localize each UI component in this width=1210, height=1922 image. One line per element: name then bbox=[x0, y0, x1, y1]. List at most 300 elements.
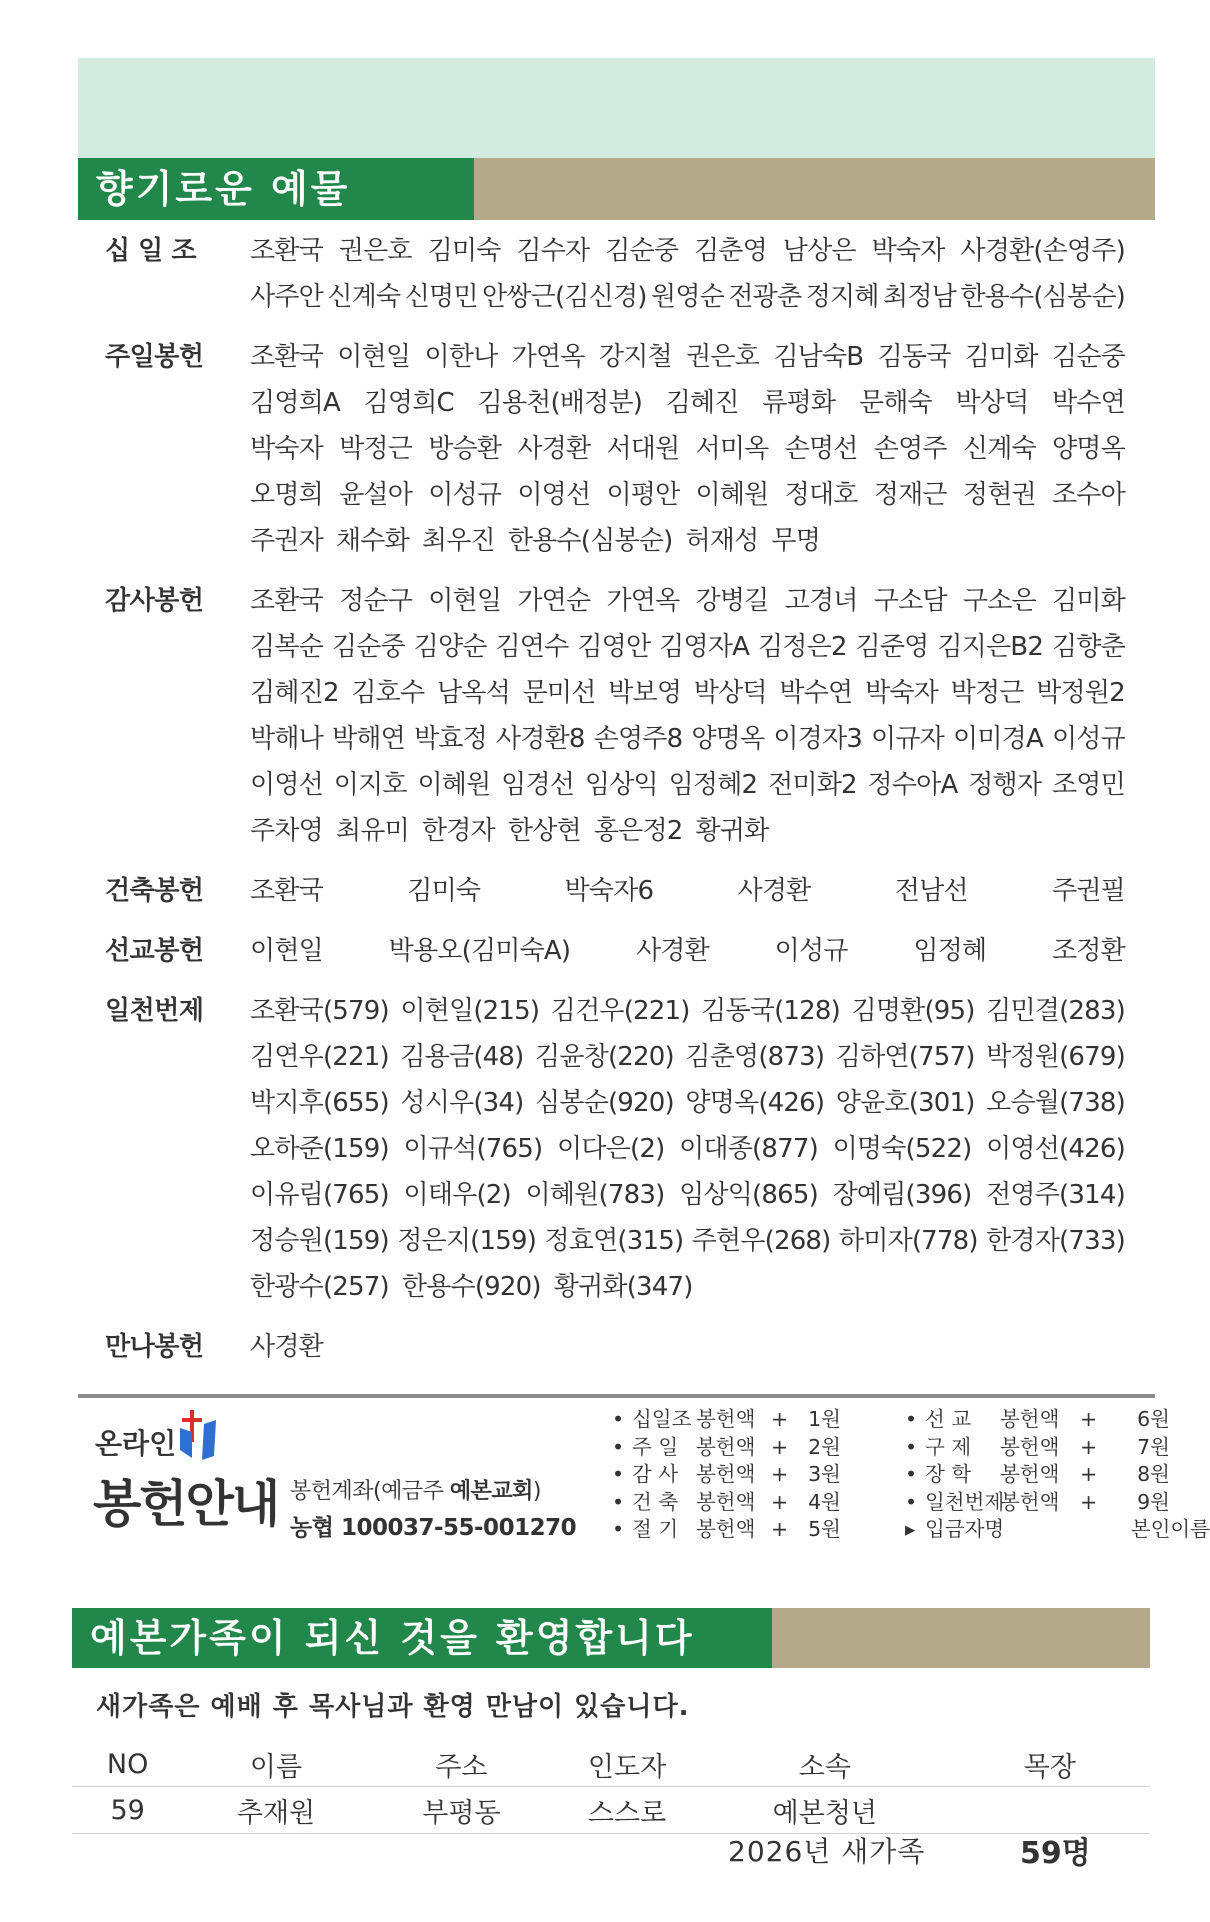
donor-name: 박숙자 bbox=[865, 678, 938, 708]
donor-name: 박효정 bbox=[413, 724, 487, 754]
donor-name: 정재근 bbox=[873, 480, 947, 510]
offering-code-row bbox=[612, 1434, 1210, 1462]
code-part: + bbox=[771, 1489, 789, 1514]
donor-name: 전광춘 bbox=[728, 282, 802, 312]
donor-name: 정수아A bbox=[867, 770, 958, 800]
code-right bbox=[905, 1434, 1170, 1462]
code-part: • bbox=[612, 1489, 625, 1514]
top-decorative-band bbox=[78, 58, 1155, 158]
column-header: 주소 bbox=[435, 1751, 488, 1783]
code-part: 구 제 bbox=[925, 1434, 972, 1459]
donor-name: 사경환 bbox=[250, 1332, 323, 1362]
code-part: + bbox=[1080, 1434, 1098, 1459]
offerings-header bbox=[78, 158, 1155, 220]
donor-name: 심봉순(920) bbox=[535, 1088, 674, 1118]
donor-name: 이성규 bbox=[428, 480, 502, 510]
name-line bbox=[250, 624, 1125, 670]
column-header: 인도자 bbox=[587, 1751, 667, 1783]
category-names bbox=[250, 868, 1125, 914]
offering-category bbox=[105, 334, 1125, 564]
name-line bbox=[250, 808, 1125, 854]
table-cell: 스스로 bbox=[554, 1787, 700, 1834]
code-part: ▸ bbox=[905, 1517, 916, 1541]
donor-name: 남상은 bbox=[782, 236, 856, 266]
category-label: 일천번제 bbox=[105, 996, 204, 1026]
donor-name: 박용오(김미숙A) bbox=[388, 936, 571, 966]
code-part: • bbox=[905, 1434, 918, 1459]
donor-name: 한용수(920) bbox=[401, 1272, 541, 1302]
account-holder bbox=[290, 1474, 576, 1510]
donor-name: 구소담 bbox=[873, 586, 947, 616]
donor-name: 이다은(2) bbox=[557, 1134, 665, 1164]
account-suffix: ) bbox=[532, 1479, 541, 1504]
donor-name: 김동국(128) bbox=[701, 996, 840, 1026]
code-part: • bbox=[612, 1462, 625, 1486]
donor-name: 정행자 bbox=[968, 770, 1042, 800]
code-part: 본인이름 bbox=[1130, 1517, 1210, 1541]
code-part: • bbox=[905, 1462, 918, 1486]
offering-code-row bbox=[612, 1489, 1210, 1517]
donor-name: 이영선 bbox=[250, 770, 323, 800]
donor-name: 김동국 bbox=[877, 342, 951, 372]
column-header: 이름 bbox=[249, 1751, 303, 1783]
category-label: 십 일 조 bbox=[105, 236, 196, 266]
donor-name: 김춘영 bbox=[693, 236, 767, 266]
donor-name: 구소은 bbox=[962, 586, 1036, 616]
donor-name: 조환국 bbox=[250, 236, 323, 266]
donor-name: 정은지(159) bbox=[397, 1226, 537, 1256]
donor-name: 김지은B2 bbox=[937, 632, 1044, 662]
donor-name: 주차영 bbox=[250, 816, 323, 846]
donor-name: 가연옥 bbox=[511, 342, 585, 372]
donor-name: 전영주(314) bbox=[986, 1180, 1125, 1210]
donor-name: 남옥석 bbox=[436, 678, 510, 708]
donor-name: 사경환(손영주) bbox=[960, 236, 1125, 266]
code-part: 봉헌액 bbox=[696, 1489, 756, 1514]
donor-name: 전미화2 bbox=[768, 770, 857, 800]
donor-name: 김준영 bbox=[855, 632, 929, 662]
donor-name: 가연옥 bbox=[606, 586, 680, 616]
summary-label: 2026년 새가족 bbox=[728, 1835, 926, 1868]
account-number: 농협 100037-55-001270 bbox=[290, 1515, 577, 1541]
donor-name: 정대호 bbox=[784, 480, 858, 510]
donor-name: 사주안 bbox=[250, 282, 323, 312]
welcome-header bbox=[72, 1608, 1150, 1668]
donor-name: 김호수 bbox=[351, 678, 425, 708]
donor-name: 박숙자 bbox=[250, 434, 323, 464]
code-part bbox=[1080, 1516, 1110, 1544]
category-names bbox=[250, 578, 1125, 854]
name-line bbox=[250, 988, 1125, 1034]
donor-name: 하미자(778) bbox=[838, 1226, 978, 1256]
donor-name: 박정근 bbox=[950, 678, 1024, 708]
donor-name: 조정환 bbox=[1051, 936, 1125, 966]
donor-name: 김연수 bbox=[495, 632, 569, 662]
name-line bbox=[250, 274, 1125, 320]
donor-name: 박보영 bbox=[608, 678, 682, 708]
donor-name: 이경자3 bbox=[773, 724, 863, 754]
code-part: • bbox=[612, 1407, 625, 1431]
category-label: 주일봉헌 bbox=[105, 342, 204, 372]
donor-name: 김정은2 bbox=[757, 632, 847, 662]
donor-name: 이현일 bbox=[250, 936, 323, 966]
church-cross-logo bbox=[178, 1410, 220, 1462]
donor-name: 강지철 bbox=[598, 342, 672, 372]
table-cell: 예본청년 bbox=[700, 1787, 950, 1834]
donor-name: 무명 bbox=[771, 526, 821, 556]
donor-name: 오명희 bbox=[250, 480, 323, 510]
name-line bbox=[250, 1126, 1125, 1172]
offering-code-row bbox=[612, 1516, 1210, 1544]
code-part: • bbox=[905, 1407, 918, 1431]
donor-name: 신명민 bbox=[404, 282, 478, 312]
donor-name: 김영자A bbox=[659, 632, 750, 662]
donor-name: 윤설아 bbox=[339, 480, 413, 510]
donor-name: 임상익 bbox=[584, 770, 658, 800]
code-left bbox=[612, 1489, 905, 1517]
code-part: 봉헌액 bbox=[696, 1517, 756, 1541]
table-row bbox=[72, 1787, 1150, 1834]
code-part: + bbox=[771, 1462, 789, 1486]
donor-name: 성시우(34) bbox=[400, 1088, 524, 1118]
name-line bbox=[250, 518, 1125, 564]
donor-name: 안쌍근(김신경) bbox=[482, 282, 647, 312]
code-part: + bbox=[771, 1407, 789, 1431]
offerings-title: 향기로운 예물 bbox=[78, 158, 474, 220]
donor-name: 정현권 bbox=[962, 480, 1036, 510]
code-part: • bbox=[612, 1517, 625, 1541]
code-part: 일천번제 bbox=[925, 1489, 1005, 1514]
donor-name: 사경환8 bbox=[495, 724, 585, 754]
donor-name: 김춘영(873) bbox=[685, 1042, 825, 1072]
donor-name: 박지후(655) bbox=[250, 1088, 389, 1118]
name-line bbox=[250, 1264, 1125, 1310]
code-part: 봉헌액 bbox=[1000, 1462, 1060, 1486]
name-line bbox=[250, 716, 1125, 762]
donor-name: 이명숙(522) bbox=[832, 1134, 972, 1164]
code-left bbox=[612, 1434, 905, 1462]
category-names bbox=[250, 988, 1125, 1310]
donor-name: 박정근 bbox=[339, 434, 413, 464]
name-line bbox=[250, 928, 1125, 974]
donor-name: 김미숙 bbox=[407, 876, 481, 906]
name-line bbox=[250, 426, 1125, 472]
code-part: 감 사 bbox=[632, 1462, 679, 1486]
code-left bbox=[612, 1406, 905, 1434]
donor-name: 김건우(221) bbox=[550, 996, 690, 1026]
donor-name: 김순중 bbox=[1052, 342, 1125, 372]
donor-name: 허재성 bbox=[685, 526, 759, 556]
donor-name: 한경자 bbox=[421, 816, 495, 846]
name-line bbox=[250, 762, 1125, 808]
donor-name: 임경선 bbox=[501, 770, 575, 800]
code-part: 봉헌액 bbox=[1000, 1489, 1060, 1514]
donor-name: 이영선 bbox=[517, 480, 591, 510]
donor-name: 한용수(심봉순) bbox=[507, 526, 673, 556]
donor-name: 김복순 bbox=[250, 632, 323, 662]
code-part: + bbox=[1080, 1462, 1098, 1486]
offering-category bbox=[105, 1324, 1125, 1370]
donor-name: 김혜진 bbox=[665, 388, 739, 418]
donor-name: 조환국 bbox=[250, 586, 323, 616]
donor-name: 이지호 bbox=[333, 770, 407, 800]
code-right bbox=[905, 1406, 1170, 1434]
donor-name: 박정원2 bbox=[1036, 678, 1125, 708]
donor-name: 손영주 bbox=[873, 434, 947, 464]
donor-name: 임정혜2 bbox=[668, 770, 758, 800]
donor-name: 김명환(95) bbox=[851, 996, 975, 1026]
name-line bbox=[250, 472, 1125, 518]
donor-name: 권은호 bbox=[686, 342, 760, 372]
donor-name: 박상덕 bbox=[955, 388, 1029, 418]
code-part: • bbox=[612, 1434, 625, 1459]
donor-name: 최정남 bbox=[883, 282, 956, 312]
name-line bbox=[250, 1080, 1125, 1126]
donor-name: 이대종(877) bbox=[679, 1134, 818, 1164]
donor-name: 이성규 bbox=[1051, 724, 1125, 754]
name-line bbox=[250, 334, 1125, 380]
table-cell: 부평동 bbox=[369, 1787, 554, 1834]
offering-category bbox=[105, 578, 1125, 854]
donor-name: 임상익(865) bbox=[679, 1180, 818, 1210]
summary-count: 59명 bbox=[1020, 1836, 1091, 1871]
donor-name: 이혜원 bbox=[417, 770, 491, 800]
donor-name: 임정혜 bbox=[913, 936, 987, 966]
code-part: 주 일 bbox=[632, 1434, 679, 1459]
donor-name: 사경환 bbox=[517, 434, 591, 464]
account-prefix: 봉헌계좌(예금주 bbox=[290, 1479, 450, 1504]
donor-name: 박상덕 bbox=[693, 678, 767, 708]
donor-name: 이태우(2) bbox=[403, 1180, 511, 1210]
donor-name: 문미선 bbox=[522, 678, 596, 708]
donor-name: 한광수(257) bbox=[250, 1272, 389, 1302]
donor-name: 오하준(159) bbox=[250, 1134, 389, 1164]
column-header: 목장 bbox=[1023, 1751, 1076, 1783]
category-label: 건축봉헌 bbox=[105, 876, 204, 906]
code-part: 4원 bbox=[808, 1489, 841, 1514]
new-family-table bbox=[72, 1742, 1150, 1834]
donor-name: 김하연(757) bbox=[835, 1042, 975, 1072]
code-part: 봉헌액 bbox=[696, 1434, 756, 1459]
donor-name: 김남숙B bbox=[773, 342, 864, 372]
account-holder-name: 예본교회 bbox=[449, 1479, 533, 1504]
donor-name: 김양순 bbox=[413, 632, 487, 662]
donor-name: 양명옥 bbox=[691, 724, 765, 754]
donor-name: 손영주8 bbox=[593, 724, 683, 754]
donor-name: 이현일 bbox=[428, 586, 502, 616]
table-header-row bbox=[72, 1742, 1150, 1787]
donor-name: 김미화 bbox=[1051, 586, 1125, 616]
code-part: 6원 bbox=[1137, 1407, 1170, 1431]
welcome-title: 예본가족이 되신 것을 환영합니다 bbox=[72, 1608, 772, 1668]
donor-name: 박해연 bbox=[331, 724, 405, 754]
donor-name: 박수연 bbox=[779, 678, 853, 708]
offering-category bbox=[105, 868, 1125, 914]
code-part: 5원 bbox=[808, 1517, 841, 1541]
code-part bbox=[1000, 1516, 1080, 1544]
code-part: + bbox=[1080, 1489, 1098, 1514]
category-names bbox=[250, 228, 1125, 320]
donor-name: 이현일 bbox=[337, 342, 411, 372]
donor-name: 이성규 bbox=[774, 936, 848, 966]
name-line bbox=[250, 1324, 1125, 1370]
donor-name: 박숙자6 bbox=[564, 876, 654, 906]
donor-name: 신계숙 bbox=[962, 434, 1036, 464]
code-part: 8원 bbox=[1137, 1462, 1170, 1486]
code-part: 봉헌액 bbox=[696, 1462, 756, 1486]
name-line bbox=[250, 1034, 1125, 1080]
donor-name: 조환국 bbox=[250, 342, 323, 372]
code-part: + bbox=[1080, 1407, 1098, 1431]
online-label: 온라인 bbox=[95, 1427, 177, 1460]
donor-name: 주권필 bbox=[1052, 876, 1125, 906]
code-part: 입금자명 bbox=[925, 1517, 1005, 1541]
donor-name: 이현일(215) bbox=[400, 996, 540, 1026]
donor-name: 사경환 bbox=[737, 876, 811, 906]
donor-name: 황귀화 bbox=[695, 816, 769, 846]
donor-name: 한용수(심봉순) bbox=[960, 282, 1125, 312]
donor-name: 김수자 bbox=[516, 236, 590, 266]
donor-name: 이규자 bbox=[871, 724, 944, 754]
donor-name: 최유미 bbox=[335, 816, 409, 846]
donor-name: 이혜원 bbox=[695, 480, 769, 510]
donor-name: 김순중 bbox=[605, 236, 679, 266]
donor-name: 김미숙 bbox=[427, 236, 501, 266]
offering-category bbox=[105, 928, 1125, 974]
donor-name: 신계숙 bbox=[327, 282, 401, 312]
donor-name: 이규석(765) bbox=[403, 1134, 543, 1164]
donor-name: 정지혜 bbox=[805, 282, 879, 312]
code-part: 1원 bbox=[808, 1407, 841, 1431]
donor-name: 박해나 bbox=[250, 724, 323, 754]
donor-name: 김윤창(220) bbox=[535, 1042, 674, 1072]
donor-name: 홍은정2 bbox=[593, 816, 683, 846]
donor-name: 손명선 bbox=[784, 434, 858, 464]
name-line bbox=[250, 868, 1125, 914]
donor-name: 김용천(배정분) bbox=[477, 388, 643, 418]
donor-name: 한상현 bbox=[507, 816, 581, 846]
donor-name: 이영선(426) bbox=[986, 1134, 1125, 1164]
code-part: + bbox=[771, 1434, 789, 1459]
donor-name: 문해숙 bbox=[858, 388, 932, 418]
donor-name: 서미옥 bbox=[695, 434, 769, 464]
donor-name: 황귀화(347) bbox=[553, 1272, 693, 1302]
donor-name: 정효연(315) bbox=[544, 1226, 684, 1256]
donor-name: 김영희C bbox=[363, 388, 454, 418]
offering-code-row bbox=[612, 1406, 1210, 1434]
name-line bbox=[250, 1172, 1125, 1218]
donor-name: 원영순 bbox=[651, 282, 724, 312]
offerings-list bbox=[105, 228, 1125, 1384]
category-label: 만나봉헌 bbox=[105, 1332, 204, 1362]
code-part: 건 축 bbox=[632, 1489, 679, 1514]
donor-name: 박숙자 bbox=[871, 236, 945, 266]
guide-title: 봉헌안내 bbox=[93, 1475, 279, 1533]
code-left bbox=[612, 1516, 905, 1544]
code-part: 3원 bbox=[808, 1462, 841, 1486]
name-line bbox=[250, 228, 1125, 274]
code-part: • bbox=[905, 1489, 918, 1514]
donor-name: 강병길 bbox=[695, 586, 769, 616]
donor-name: 조환국 bbox=[250, 876, 323, 906]
code-part: 절 기 bbox=[632, 1517, 679, 1541]
divider bbox=[78, 1394, 1155, 1398]
donor-name: 양윤호(301) bbox=[835, 1088, 975, 1118]
name-line bbox=[250, 578, 1125, 624]
code-part: 9원 bbox=[1137, 1489, 1170, 1514]
name-line bbox=[250, 670, 1125, 716]
code-right bbox=[905, 1516, 1210, 1544]
code-part: 십일조 bbox=[632, 1407, 692, 1431]
table-body bbox=[72, 1787, 1150, 1834]
donor-name: 박수연 bbox=[1052, 388, 1125, 418]
donor-name: 정승원(159) bbox=[250, 1226, 389, 1256]
donor-name: 이평안 bbox=[606, 480, 680, 510]
code-part: 봉헌액 bbox=[1000, 1434, 1060, 1459]
donor-name: 조환국(579) bbox=[250, 996, 389, 1026]
donor-name: 이미경A bbox=[953, 724, 1043, 754]
donor-name: 고경녀 bbox=[784, 586, 858, 616]
donor-name: 권은호 bbox=[338, 236, 412, 266]
donor-name: 정순구 bbox=[339, 586, 413, 616]
donor-name: 장예림(396) bbox=[832, 1180, 972, 1210]
code-left bbox=[612, 1461, 905, 1489]
offering-category bbox=[105, 228, 1125, 320]
table-cell bbox=[950, 1787, 1150, 1834]
donor-name: 주권자 bbox=[250, 526, 323, 556]
welcome-note: 새가족은 예배 후 목사님과 환영 만남이 있습니다. bbox=[96, 1692, 690, 1722]
code-part: 봉헌액 bbox=[696, 1407, 756, 1431]
donor-name: 오승월(738) bbox=[986, 1088, 1125, 1118]
donor-name: 방승환 bbox=[428, 434, 502, 464]
donor-name: 서대원 bbox=[606, 434, 680, 464]
code-part: 장 학 bbox=[925, 1462, 972, 1486]
code-part: 2원 bbox=[808, 1434, 841, 1459]
donor-name: 가연순 bbox=[517, 586, 591, 616]
column-header: NO bbox=[106, 1748, 149, 1780]
offering-code-row bbox=[612, 1461, 1210, 1489]
donor-name: 김미화 bbox=[964, 342, 1038, 372]
name-line bbox=[250, 1218, 1125, 1264]
donor-name: 김영희A bbox=[250, 388, 340, 418]
donor-name: 김혜진2 bbox=[250, 678, 339, 708]
donor-name: 김순중 bbox=[331, 632, 405, 662]
table-cell: 59 bbox=[72, 1787, 183, 1834]
donor-name: 이유림(765) bbox=[250, 1180, 389, 1210]
donor-name: 류평화 bbox=[762, 388, 836, 418]
donor-name: 최우진 bbox=[421, 526, 495, 556]
offering-category bbox=[105, 988, 1125, 1310]
category-names bbox=[250, 928, 1125, 974]
category-label: 감사봉헌 bbox=[105, 586, 204, 616]
code-part: + bbox=[771, 1517, 789, 1541]
donor-name: 채수화 bbox=[335, 526, 409, 556]
code-part: 봉헌액 bbox=[1000, 1407, 1060, 1431]
donor-name: 조수아 bbox=[1051, 480, 1125, 510]
donor-name: 주현우(268) bbox=[691, 1226, 831, 1256]
donor-name: 양명옥 bbox=[1051, 434, 1125, 464]
code-part: 7원 bbox=[1137, 1434, 1170, 1459]
table-cell: 추재원 bbox=[183, 1787, 368, 1834]
donor-name: 양명옥(426) bbox=[685, 1088, 825, 1118]
code-part: 선 교 bbox=[925, 1407, 972, 1431]
code-right bbox=[905, 1489, 1170, 1517]
donor-name: 김용금(48) bbox=[400, 1042, 524, 1072]
donor-name: 한경자(733) bbox=[986, 1226, 1125, 1256]
donor-name: 박정원(679) bbox=[986, 1042, 1125, 1072]
category-names bbox=[250, 1324, 1125, 1370]
column-header: 소속 bbox=[798, 1751, 851, 1783]
